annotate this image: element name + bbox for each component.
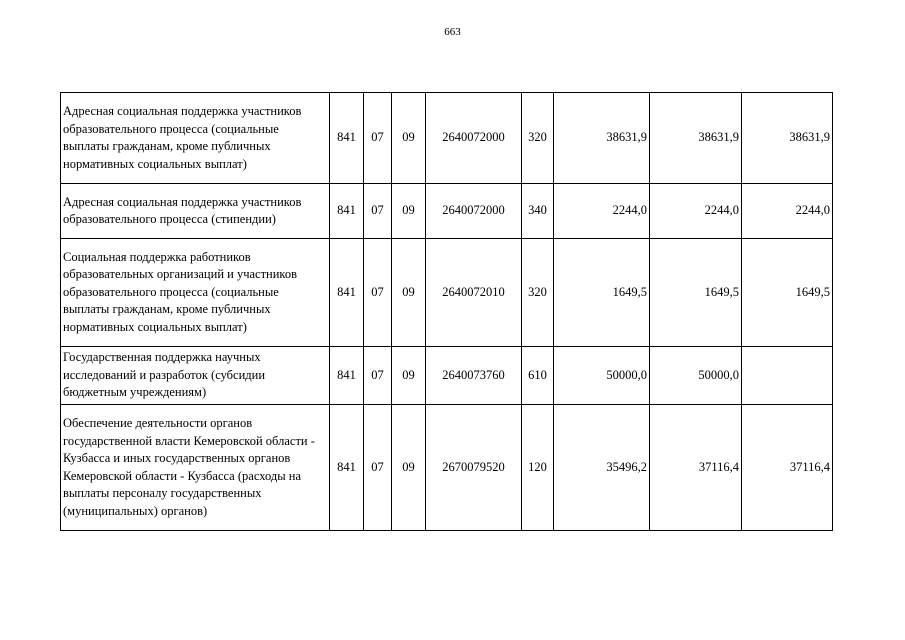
row-description: Социальная поддержка работников образовательных организаций и участников образовательного процесса (социальные выплаты гражданам, кроме публичных нормативных социальных выплат) bbox=[61, 239, 330, 347]
table-row bbox=[61, 93, 833, 184]
ministry-code: 841 bbox=[330, 405, 364, 531]
target-article-code: 2640072000 bbox=[426, 93, 522, 184]
amount-year-1: 1649,5 bbox=[554, 239, 650, 347]
expense-type-code: 120 bbox=[522, 405, 554, 531]
section-code: 07 bbox=[364, 405, 392, 531]
target-article-code: 2640072010 bbox=[426, 239, 522, 347]
amount-year-1: 2244,0 bbox=[554, 184, 650, 239]
amount-year-3: 1649,5 bbox=[742, 239, 833, 347]
amount-year-3: 2244,0 bbox=[742, 184, 833, 239]
target-article-code: 2640073760 bbox=[426, 347, 522, 405]
section-code: 07 bbox=[364, 347, 392, 405]
target-article-code: 2640072000 bbox=[426, 184, 522, 239]
ministry-code: 841 bbox=[330, 347, 364, 405]
target-article-code: 2670079520 bbox=[426, 405, 522, 531]
ministry-code: 841 bbox=[330, 239, 364, 347]
amount-year-1: 50000,0 bbox=[554, 347, 650, 405]
subsection-code: 09 bbox=[392, 184, 426, 239]
amount-year-3: 37116,4 bbox=[742, 405, 833, 531]
table-row bbox=[61, 239, 833, 347]
section-code: 07 bbox=[364, 184, 392, 239]
expense-type-code: 320 bbox=[522, 93, 554, 184]
section-code: 07 bbox=[364, 239, 392, 347]
table-row bbox=[61, 347, 833, 405]
amount-year-2: 2244,0 bbox=[650, 184, 742, 239]
expense-type-code: 320 bbox=[522, 239, 554, 347]
section-code: 07 bbox=[364, 93, 392, 184]
amount-year-2: 1649,5 bbox=[650, 239, 742, 347]
amount-year-2: 38631,9 bbox=[650, 93, 742, 184]
subsection-code: 09 bbox=[392, 239, 426, 347]
row-description: Государственная поддержка научных исследований и разработок (субсидии бюджетным учреждениям) bbox=[61, 347, 330, 405]
expense-type-code: 610 bbox=[522, 347, 554, 405]
row-description: Адресная социальная поддержка участников образовательного процесса (социальные выплаты гражданам, кроме публичных нормативных социальных выплат) bbox=[61, 93, 330, 184]
ministry-code: 841 bbox=[330, 184, 364, 239]
amount-year-3 bbox=[742, 347, 833, 405]
ministry-code: 841 bbox=[330, 93, 364, 184]
budget-table bbox=[60, 92, 833, 531]
subsection-code: 09 bbox=[392, 93, 426, 184]
amount-year-3: 38631,9 bbox=[742, 93, 833, 184]
amount-year-2: 50000,0 bbox=[650, 347, 742, 405]
table-row bbox=[61, 184, 833, 239]
amount-year-1: 35496,2 bbox=[554, 405, 650, 531]
expense-type-code: 340 bbox=[522, 184, 554, 239]
subsection-code: 09 bbox=[392, 347, 426, 405]
row-description: Обеспечение деятельности органов государственной власти Кемеровской области - Кузбасса и иных государственных органов Кемеровской области - Кузбасса (расходы на выплаты персоналу государственных (муниципальных) органов) bbox=[61, 405, 330, 531]
row-description: Адресная социальная поддержка участников образовательного процесса (стипендии) bbox=[61, 184, 330, 239]
amount-year-1: 38631,9 bbox=[554, 93, 650, 184]
amount-year-2: 37116,4 bbox=[650, 405, 742, 531]
table-row bbox=[61, 405, 833, 531]
subsection-code: 09 bbox=[392, 405, 426, 531]
page-number: 663 bbox=[444, 26, 461, 38]
